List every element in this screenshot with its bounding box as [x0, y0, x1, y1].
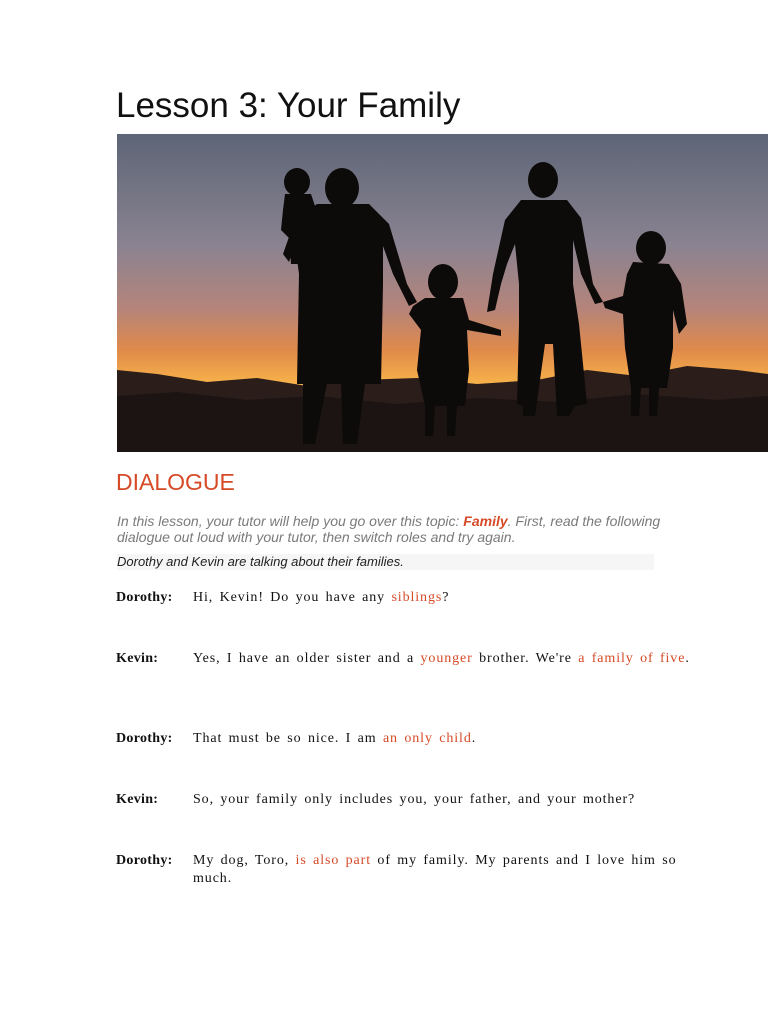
- family-silhouette-photo: [117, 134, 768, 452]
- speaker-name: Kevin:: [116, 792, 159, 807]
- speaker-name: Kevin:: [116, 651, 159, 666]
- dialogue-text: [193, 791, 698, 809]
- scene-description: Dorothy and Kevin are talking about their families.: [117, 554, 654, 570]
- dialogue-segment: .: [471, 731, 477, 746]
- speaker-name: Dorothy:: [116, 590, 173, 605]
- topic-keyword: Family: [463, 513, 508, 529]
- dialogue-text: [193, 589, 698, 607]
- vocabulary-highlight: younger: [420, 651, 473, 666]
- dialogue-segment: Yes, I have an older sister and a: [193, 651, 421, 666]
- vocabulary-highlight: siblings: [391, 590, 443, 605]
- page-title: Lesson 3: Your Family: [116, 86, 461, 125]
- dialogue-heading: DIALOGUE: [116, 469, 235, 495]
- vocabulary-highlight: a family of five: [578, 651, 686, 666]
- dialogue-text: [193, 650, 698, 668]
- dialogue-segment: .: [685, 651, 690, 666]
- dialogue-segment: That must be so nice. I am: [193, 731, 383, 746]
- speaker-name: Dorothy:: [116, 853, 173, 868]
- dialogue-segment: brother. We're: [472, 651, 579, 666]
- intro-text-after: . First, read the following dialogue out loud with your tutor, then switch roles and try again.: [117, 513, 661, 545]
- vocabulary-highlight: an only child: [382, 731, 472, 746]
- dialogue-segment: ?: [442, 590, 450, 605]
- dialogue-segment: My dog, Toro,: [193, 853, 296, 868]
- dialogue-text: [193, 852, 698, 888]
- dialogue-segment: of my family. My parents and I love him so much.: [193, 853, 677, 886]
- vocabulary-highlight: is also part: [295, 853, 372, 868]
- dialogue-segment: So, your family only includes you, your father, and your mother?: [193, 792, 636, 807]
- intro-text-before: In this lesson, your tutor will help you go over this topic:: [117, 513, 464, 529]
- sunset-family-image: [117, 134, 768, 452]
- lesson-intro: [117, 513, 677, 545]
- dialogue-text: [193, 730, 698, 748]
- speaker-name: Dorothy:: [116, 731, 173, 746]
- dialogue-segment: Hi, Kevin! Do you have any: [193, 590, 392, 605]
